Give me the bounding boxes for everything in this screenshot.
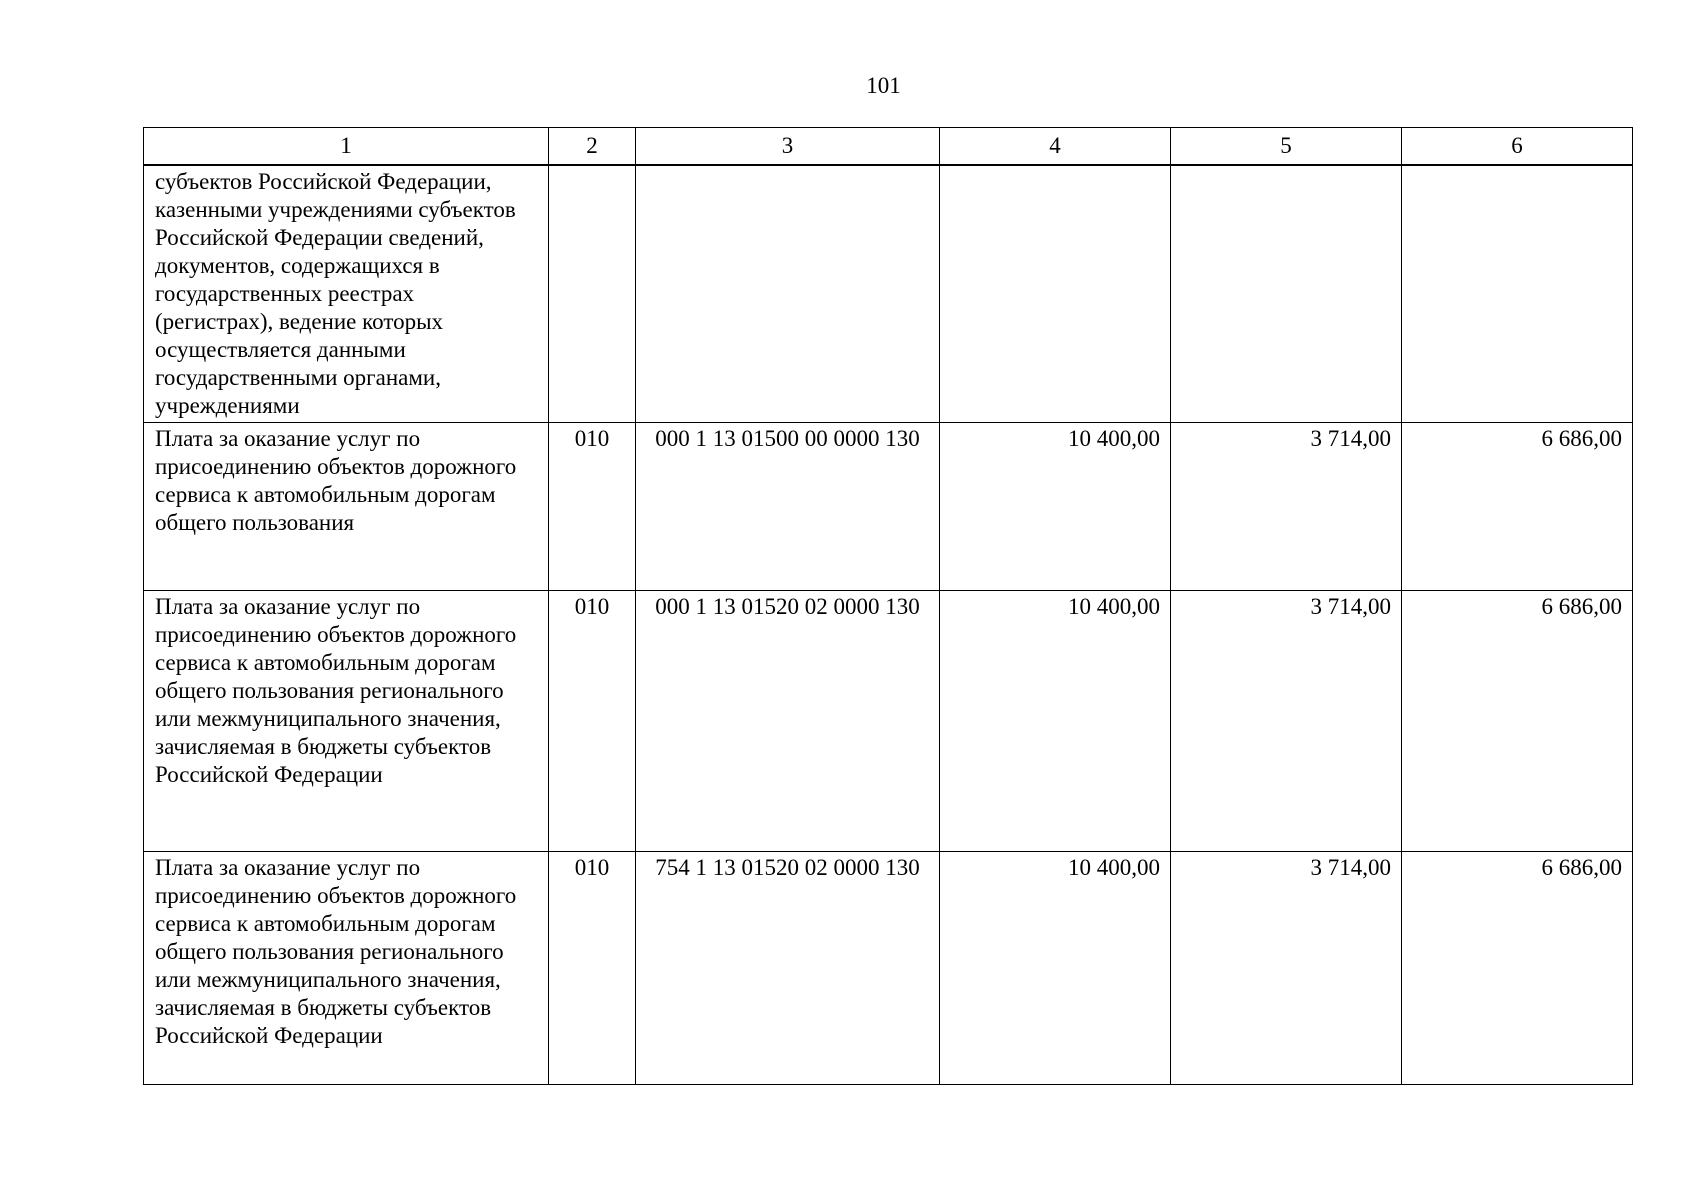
row-executed-cell xyxy=(1171,165,1402,423)
row-approved-cell: 10 400,00 xyxy=(940,423,1171,591)
row-unexecuted-cell xyxy=(1402,165,1633,423)
column-header-4: 4 xyxy=(940,128,1171,166)
row-executed-cell: 3 714,00 xyxy=(1171,423,1402,591)
row-approved-cell: 10 400,00 xyxy=(940,852,1171,1085)
column-number-row xyxy=(144,128,1633,166)
row-executed-cell: 3 714,00 xyxy=(1171,852,1402,1085)
table-row xyxy=(144,423,1633,591)
table-row xyxy=(144,165,1633,423)
budget-revenue-table xyxy=(143,127,1633,1085)
row-code-cell: 010 xyxy=(549,423,636,591)
column-header-1: 1 xyxy=(144,128,549,166)
column-header-3: 3 xyxy=(636,128,940,166)
row-name-cell: Плата за оказание услуг по присоединению объектов дорожного сервиса к автомобильным дорогам общего пользования xyxy=(144,423,549,591)
row-approved-cell xyxy=(940,165,1171,423)
row-name-cell: субъектов Российской Федерации, казенными учреждениями субъектов Российской Федерации сведений, документов, содержащихся в государственных реестрах (регистрах), ведение которых осуществляется данными государственными органами, учреждениями xyxy=(144,165,549,423)
row-executed-cell: 3 714,00 xyxy=(1171,591,1402,852)
row-kbk-cell: 754 1 13 01520 02 0000 130 xyxy=(636,852,940,1085)
row-unexecuted-cell: 6 686,00 xyxy=(1402,852,1633,1085)
row-unexecuted-cell: 6 686,00 xyxy=(1402,591,1633,852)
row-kbk-cell: 000 1 13 01500 00 0000 130 xyxy=(636,423,940,591)
table-row xyxy=(144,591,1633,852)
row-code-cell xyxy=(549,165,636,423)
row-unexecuted-cell: 6 686,00 xyxy=(1402,423,1633,591)
row-kbk-cell xyxy=(636,165,940,423)
page-number: 101 xyxy=(866,73,901,98)
row-name-cell: Плата за оказание услуг по присоединению объектов дорожного сервиса к автомобильным дорогам общего пользования регионального или межмуниципального значения, зачисляемая в бюджеты субъектов Российской Федерации xyxy=(144,852,549,1085)
column-header-6: 6 xyxy=(1402,128,1633,166)
column-header-5: 5 xyxy=(1171,128,1402,166)
row-code-cell: 010 xyxy=(549,591,636,852)
row-code-cell: 010 xyxy=(549,852,636,1085)
row-name-cell: Плата за оказание услуг по присоединению объектов дорожного сервиса к автомобильным дорогам общего пользования регионального или межмуниципального значения, зачисляемая в бюджеты субъектов Российской Федерации xyxy=(144,591,549,852)
row-approved-cell: 10 400,00 xyxy=(940,591,1171,852)
row-kbk-cell: 000 1 13 01520 02 0000 130 xyxy=(636,591,940,852)
column-header-2: 2 xyxy=(549,128,636,166)
table-row xyxy=(144,852,1633,1085)
